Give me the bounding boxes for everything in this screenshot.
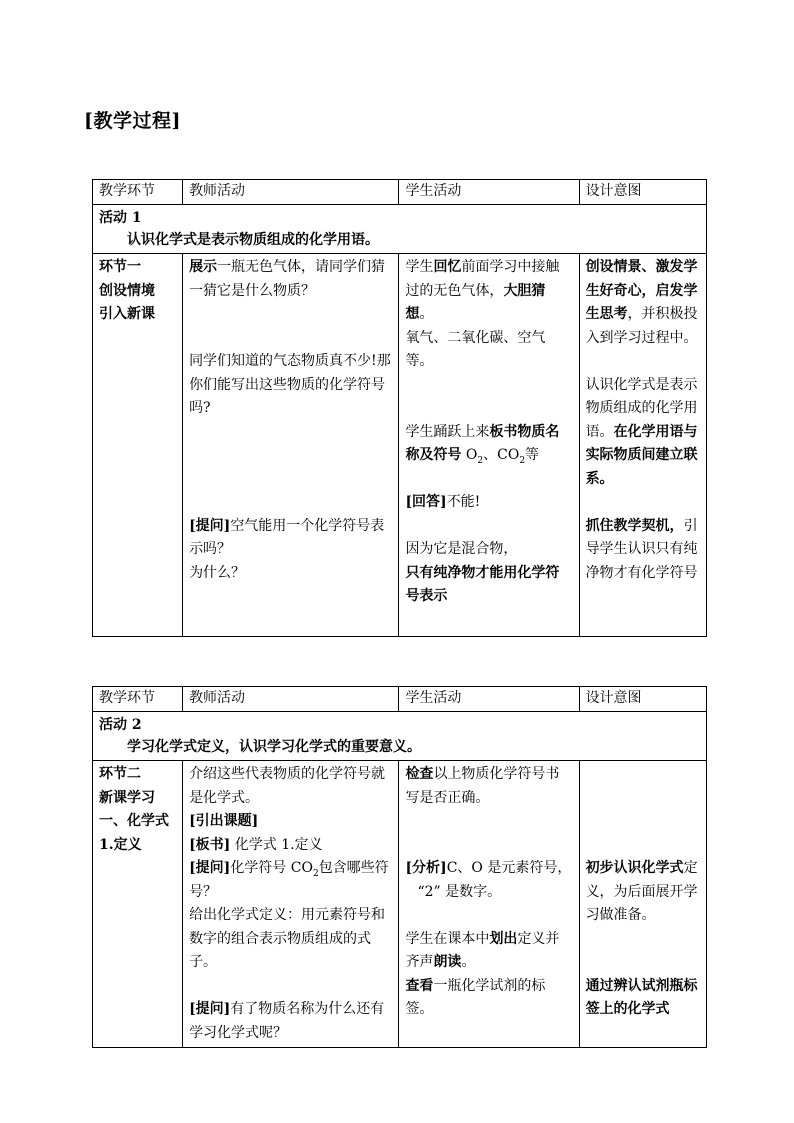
header-teacher: 教师活动 [183, 687, 399, 712]
teacher-paragraph: 介绍这些代表物质的化学符号就是化学式。 [189, 766, 386, 806]
intent-paragraph: 创设情景、激发学生好奇心，启发学生思考，并积极投入到学习过程中。 [585, 259, 698, 346]
student-activity-cell [399, 254, 579, 637]
student-paragraph: 因为它是混合物， [405, 541, 518, 557]
student-paragraph: 学生踊跃上来板书物质名称及符号 $O_2$、$CO_2$等 [405, 423, 560, 466]
student-paragraph: 查看一瓶化学试剂的标签。 [405, 977, 546, 1017]
bold-text: 展示 [189, 259, 218, 275]
intent-paragraph: 通过辨认试剂瓶标签上的化学式 [585, 977, 698, 1017]
stage-line: 一、化学式 [99, 813, 169, 829]
teacher-paragraph: 给出化学式定义：用元素符号和数字的组合表示物质组成的式子。 [189, 907, 386, 970]
stage-line: 环节二 [99, 766, 141, 782]
student-paragraph: 检查以上物质化学符号书写是否正确。 [405, 766, 560, 806]
teacher-paragraph [189, 256, 392, 303]
table-row [93, 761, 707, 1048]
stage-line: 引入新课 [99, 306, 155, 322]
table-row [93, 254, 707, 637]
student-paragraph: 学生在课本中划出定义并齐声朗读。 [405, 930, 560, 970]
page-heading: [教学过程] [84, 110, 181, 132]
header-stage: 教学环节 [93, 687, 183, 712]
teacher-activity-cell [183, 254, 399, 637]
activity-row [93, 205, 707, 254]
teacher-paragraph: 同学们知道的气态物质真不少!那你们能写出这些物质的化学符号吗? [189, 353, 391, 416]
student-paragraph: 氧气、二氧化碳、空气等。 [405, 329, 546, 369]
design-intent-cell [579, 761, 706, 1048]
table-header-row [93, 687, 707, 712]
lesson-table-2 [92, 686, 707, 1048]
activity-row [93, 712, 707, 761]
student-paragraph: “2” 是数字。 [417, 883, 502, 900]
table-header-row [93, 180, 707, 205]
text: 空气能用一个化学符号表示吗？ [189, 517, 385, 557]
lesson-table-1 [92, 179, 707, 637]
stage-line: 新课学习 [99, 789, 155, 806]
teacher-paragraph: [板书] 化学式 1.定义 [189, 836, 323, 853]
student-paragraph: [分析]C、O 是元素符号， [405, 860, 572, 876]
student-paragraph: [回答]不能! [405, 494, 481, 510]
student-paragraph: 只有纯净物才能用化学符号表示 [405, 564, 560, 604]
teacher-paragraph [189, 515, 392, 562]
header-intent: 设计意图 [579, 687, 706, 712]
activity-description: 学习化学式定义，认识学习化学式的重要意义。 [127, 739, 421, 755]
student-activity-cell [399, 761, 579, 1048]
text: 一瓶无色气体，请同学们猜一猜它是什么物质？ [189, 259, 386, 299]
header-stage: 教学环节 [93, 180, 183, 205]
teacher-paragraph: [提问]有了物质名称为什么还有学习化学式呢？ [189, 1001, 385, 1041]
intent-paragraph: 初步认识化学式定义，为后面展开学习做准备。 [585, 860, 698, 923]
stage-line: 环节一 [99, 259, 141, 275]
stage-line: 1.定义 [99, 836, 142, 853]
header-student: 学生活动 [399, 180, 579, 205]
design-intent-cell [579, 254, 706, 637]
intent-paragraph: 抓住教学契机，引导学生认识只有纯净物才有化学符号 [585, 517, 698, 581]
student-paragraph: 学生回忆前面学习中接触过的无色气体，大胆猜想。 [405, 259, 560, 322]
header-intent: 设计意图 [579, 180, 706, 205]
teacher-paragraph: [提问]化学符号 $CO_2$包含哪些符号？ [189, 860, 389, 900]
teacher-paragraph: [引出课题] [189, 813, 259, 829]
header-student: 学生活动 [399, 687, 579, 712]
teacher-activity-cell [183, 761, 399, 1048]
intent-paragraph: 认识化学式是表示物质组成的化学用语。在化学用语与实际物质间建立联系。 [585, 376, 698, 487]
stage-line: 创设情境 [99, 282, 155, 299]
header-teacher: 教师活动 [183, 180, 399, 205]
activity-title: 活动 2 [99, 717, 142, 733]
tag-text: [提问] [189, 517, 231, 534]
teacher-paragraph: 为什么？ [189, 564, 246, 581]
activity-title: 活动 1 [99, 210, 142, 226]
activity-description: 认识化学式是表示物质组成的化学用语。 [127, 232, 379, 248]
